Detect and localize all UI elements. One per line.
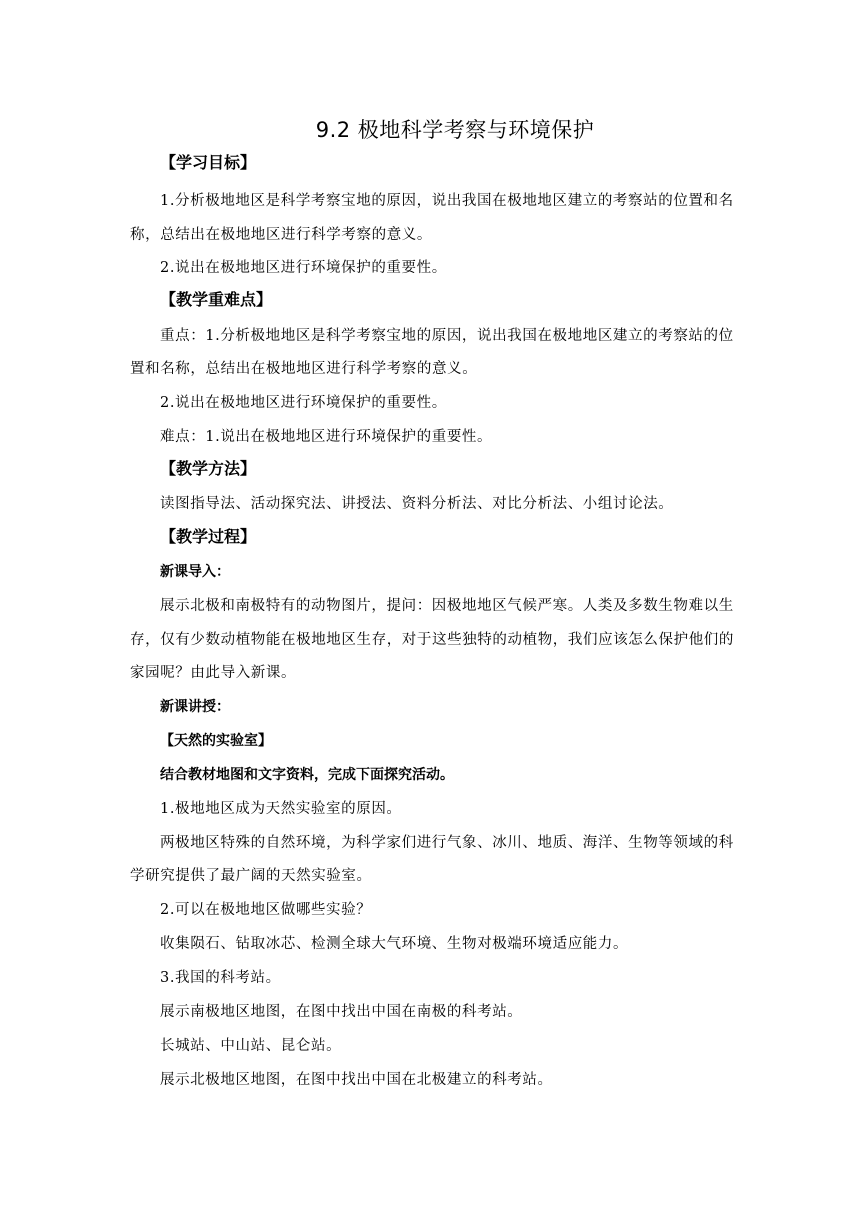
question-2: 2.可以在极地地区做哪些实验？ [160, 902, 372, 918]
lab-heading: 【天然的实验室】 [160, 733, 272, 749]
answer-3b: 长城站、中山站、昆仑站。 [160, 1038, 342, 1054]
objectives-line-1a: 1.分析极地地区是科学考察宝地的原因，说出我国在极地地区建立的考察站的位置和名 [160, 193, 734, 209]
intro-line-1b: 存，仅有少数动植物能在极地地区生存，对于这些独特的动植物，我们应该怎么保护他们的 [130, 632, 734, 648]
answer-1b: 学研究提供了最广阔的天然实验室。 [130, 868, 372, 884]
intro-label: 新课导入： [160, 564, 230, 580]
lab-instruction: 结合教材地图和文字资料，完成下面探究活动。 [160, 767, 454, 783]
page-title: 9.2 极地科学考察与环境保护 [315, 118, 595, 142]
intro-line-1a: 展示北极和南极特有的动物图片，提问：因极地地区气候严寒。人类及多数生物难以生 [160, 598, 734, 614]
objectives-heading: 【学习目标】 [160, 153, 257, 172]
answer-1a: 两极地区特殊的自然环境，为科学家们进行气象、冰川、地质、海洋、生物等领域的科 [160, 835, 734, 851]
keypoints-line-1b: 置和名称，总结出在极地地区进行科学考察的意义。 [130, 361, 478, 377]
question-3: 3.我国的科考站。 [160, 970, 281, 986]
keypoints-line-1a: 重点：1.分析极地地区是科学考察宝地的原因，说出我国在极地地区建立的考察站的位 [160, 328, 734, 344]
intro-line-1c: 家园呢？由此导入新课。 [130, 665, 297, 681]
methods-heading: 【教学方法】 [160, 459, 257, 478]
answer-3a: 展示南极地区地图，在图中找出中国在南极的科考站。 [160, 1004, 523, 1020]
lecture-label: 新课讲授： [160, 699, 230, 715]
objectives-line-2: 2.说出在极地地区进行环境保护的重要性。 [160, 260, 447, 276]
answer-2: 收集陨石、钻取冰芯、检测全球大气环境、生物对极端环境适应能力。 [160, 936, 629, 952]
objectives-line-1b: 称，总结出在极地地区进行科学考察的意义。 [130, 227, 432, 243]
question-1: 1.极地地区成为天然实验室的原因。 [160, 801, 402, 817]
keypoints-heading: 【教学重难点】 [160, 290, 273, 309]
difficulty-line: 难点：1.说出在极地地区进行环境保护的重要性。 [160, 429, 493, 445]
answer-3c: 展示北极地区地图，在图中找出中国在北极建立的科考站。 [160, 1072, 553, 1088]
process-heading: 【教学过程】 [160, 527, 257, 546]
keypoints-line-2: 2.说出在极地地区进行环境保护的重要性。 [160, 395, 447, 411]
methods-text: 读图指导法、活动探究法、讲授法、资料分析法、对比分析法、小组讨论法。 [160, 496, 674, 512]
